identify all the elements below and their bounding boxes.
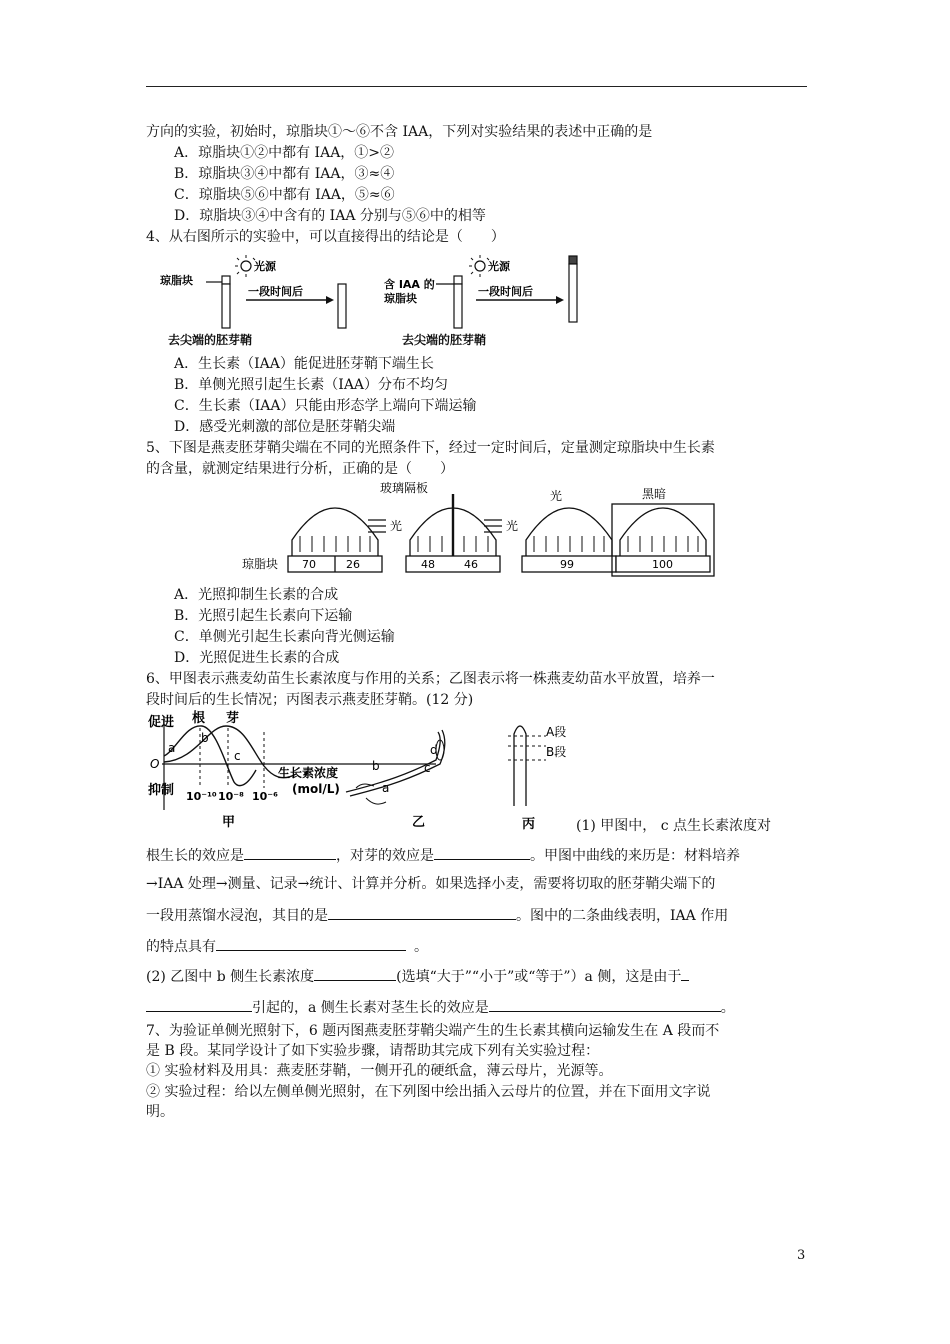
yi-label: 乙 — [412, 815, 426, 830]
q6-p2-a: (2) 乙图中 b 侧生长素浓度 (选填“大于”“小于”或“等于”）a 侧，这是由于 — [146, 966, 689, 987]
root-label: 根 — [192, 711, 206, 726]
q4-option-d: D．感受光刺激的部位是胚芽鞘尖端 — [174, 419, 396, 435]
q7-line-1: 7、为验证单侧光照射下，6 题丙图燕麦胚芽鞘尖端产生的生长素其横向运输发生在 A 段而不 — [146, 1023, 720, 1039]
q6-p1-a: (1) 甲图中， c 点生长素浓度对 — [576, 818, 772, 834]
q5-dark-label: 黑暗 — [642, 487, 667, 501]
q4-iaa-label-2: 琼脂块 — [384, 292, 417, 305]
answer-blank-8[interactable] — [489, 997, 721, 1012]
answer-blank-2[interactable] — [434, 845, 530, 860]
q4-stem: 4、从右图所示的实验中，可以直接得出的结论是（ ） — [146, 229, 505, 245]
q6-stem-1: 6、甲图表示燕麦幼苗生长素浓度与作用的关系；乙图表示将一株燕麦幼苗水平放置，培养一 — [146, 671, 715, 687]
q5-glass-label: 玻璃隔板 — [380, 481, 429, 495]
q7-line-2: 是 B 段。某同学设计了如下实验步骤，请帮助其完成下列有关实验过程： — [146, 1043, 600, 1059]
bud-label: 芽 — [226, 711, 240, 726]
q3-option-b: B．琼脂块③④中都有 IAA，③≈④ — [174, 166, 395, 182]
q6-p1-d: 一段用蒸馏水浸泡，其目的是 。图中的二条曲线表明，IAA 作用 — [146, 905, 728, 926]
q5-option-a: A．光照抑制生长素的合成 — [174, 587, 339, 603]
q5-option-b: B．光照引起生长素向下运输 — [174, 608, 353, 624]
answer-blank-6[interactable] — [681, 966, 689, 981]
tick-1: 10⁻¹⁰ — [186, 790, 217, 803]
inhibit-label: 抑制 — [148, 783, 175, 798]
q5-value-100: 100 — [652, 558, 673, 571]
x-title: 生长素浓度 — [278, 766, 339, 780]
q6-p1-e: 的特点具有 。 — [146, 936, 428, 957]
seg-b-label: B段 — [546, 745, 567, 759]
q5-agar-label: 琼脂块 — [242, 557, 279, 571]
q4-agar-label: 琼脂块 — [160, 274, 193, 287]
yi-a: a — [382, 781, 390, 795]
answer-blank-1[interactable] — [244, 845, 336, 860]
origin-label: O — [150, 757, 160, 771]
q5-option-d: D．光照促进生长素的合成 — [174, 650, 340, 666]
q4-option-c: C．生长素（IAA）只能由形态学上端向下端运输 — [174, 398, 477, 414]
q4-option-a: A．生长素（IAA）能促进胚芽鞘下端生长 — [174, 356, 434, 372]
q6-p1-c: →IAA 处理→测量、记录→统计、计算并分析。如果选择小麦，需要将切取的胚芽鞘尖端下的 — [146, 876, 716, 892]
q6-stem-2: 段时间后的生长情况；丙图表示燕麦胚芽鞘。(12 分) — [146, 692, 474, 708]
q5-option-c: C．单侧光引起生长素向背光侧运输 — [174, 629, 395, 645]
jia-label: 甲 — [222, 815, 236, 830]
q3-intro: 方向的实验，初始时，琼脂块①～⑥不含 IAA，下列对实验结果的表述中正确的是 — [146, 124, 653, 140]
seg-a-label: A段 — [546, 725, 567, 739]
q5-stem-2: 的含量，就测定结果进行分析，正确的是（ ） — [146, 461, 454, 477]
q5-light-2: 光 — [506, 519, 519, 533]
q3-option-a: A．琼脂块①②中都有 IAA，①>② — [174, 145, 395, 161]
q4-after-label-2: 一段时间后 — [478, 285, 533, 298]
point-c: c — [234, 749, 241, 763]
q4-light-label-1: 光源 — [254, 260, 276, 273]
q4-light-label-2: 光源 — [488, 260, 510, 273]
header-rule — [146, 86, 807, 87]
q3-option-c: C．琼脂块⑤⑥中都有 IAA，⑤≈⑥ — [174, 187, 395, 203]
q5-value-26: 26 — [346, 558, 360, 571]
answer-blank-4[interactable] — [216, 936, 406, 951]
sun-icon — [241, 261, 251, 271]
q6-p1-b: 根生长的效应是 ，对芽的效应是 。甲图中曲线的来历是：材料培养 — [146, 845, 740, 866]
q5-stem-1: 5、下图是燕麦胚芽鞘尖端在不同的光照条件下，经过一定时间后，定量测定琼脂块中生长素 — [146, 440, 715, 456]
tick-3: 10⁻⁶ — [252, 790, 278, 803]
q7-line-5: 明。 — [146, 1104, 174, 1120]
q4-after-label-1: 一段时间后 — [248, 285, 303, 298]
yi-d: d — [430, 743, 438, 757]
q6-figure — [146, 710, 596, 836]
q6-p2-b: 引起的，a 侧生长素对茎生长的效应是 。 — [146, 997, 735, 1018]
q4-option-b: B．单侧光照引起生长素（IAA）分布不均匀 — [174, 377, 449, 393]
q5-light-top: 光 — [550, 489, 563, 503]
point-b: b — [201, 731, 209, 745]
page-number: 3 — [797, 1248, 806, 1263]
q4-iaa-label-1: 含 IAA 的 — [384, 278, 435, 291]
q5-value-99: 99 — [560, 558, 574, 571]
bing-label: 丙 — [522, 817, 536, 832]
q5-value-48: 48 — [421, 558, 435, 571]
point-a: a — [168, 741, 176, 755]
yi-c: c — [424, 761, 431, 775]
q7-line-4: ② 实验过程：给以左侧单侧光照射，在下列图中绘出插入云母片的位置，并在下面用文字说 — [146, 1084, 711, 1100]
q3-option-d: D．琼脂块③④中含有的 IAA 分别与⑤⑥中的相等 — [174, 208, 486, 224]
yi-b: b — [372, 759, 380, 773]
sun-icon — [475, 261, 485, 271]
answer-blank-7[interactable] — [146, 997, 252, 1012]
q4-caption-1: 去尖端的胚芽鞘 — [168, 333, 253, 347]
tick-2: 10⁻⁸ — [218, 790, 244, 803]
answer-blank-3[interactable] — [328, 905, 516, 920]
q5-figure — [240, 480, 720, 580]
q7-line-3: ① 实验材料及用具：燕麦胚芽鞘，一侧开孔的硬纸盒，薄云母片，光源等。 — [146, 1063, 613, 1079]
q5-light-1: 光 — [390, 519, 403, 533]
q5-value-46: 46 — [464, 558, 478, 571]
promote-label: 促进 — [148, 715, 175, 730]
q5-value-70: 70 — [302, 558, 316, 571]
q4-caption-2: 去尖端的胚芽鞘 — [402, 333, 487, 347]
answer-blank-5[interactable] — [314, 966, 396, 981]
x-unit: (mol/L) — [292, 782, 340, 796]
